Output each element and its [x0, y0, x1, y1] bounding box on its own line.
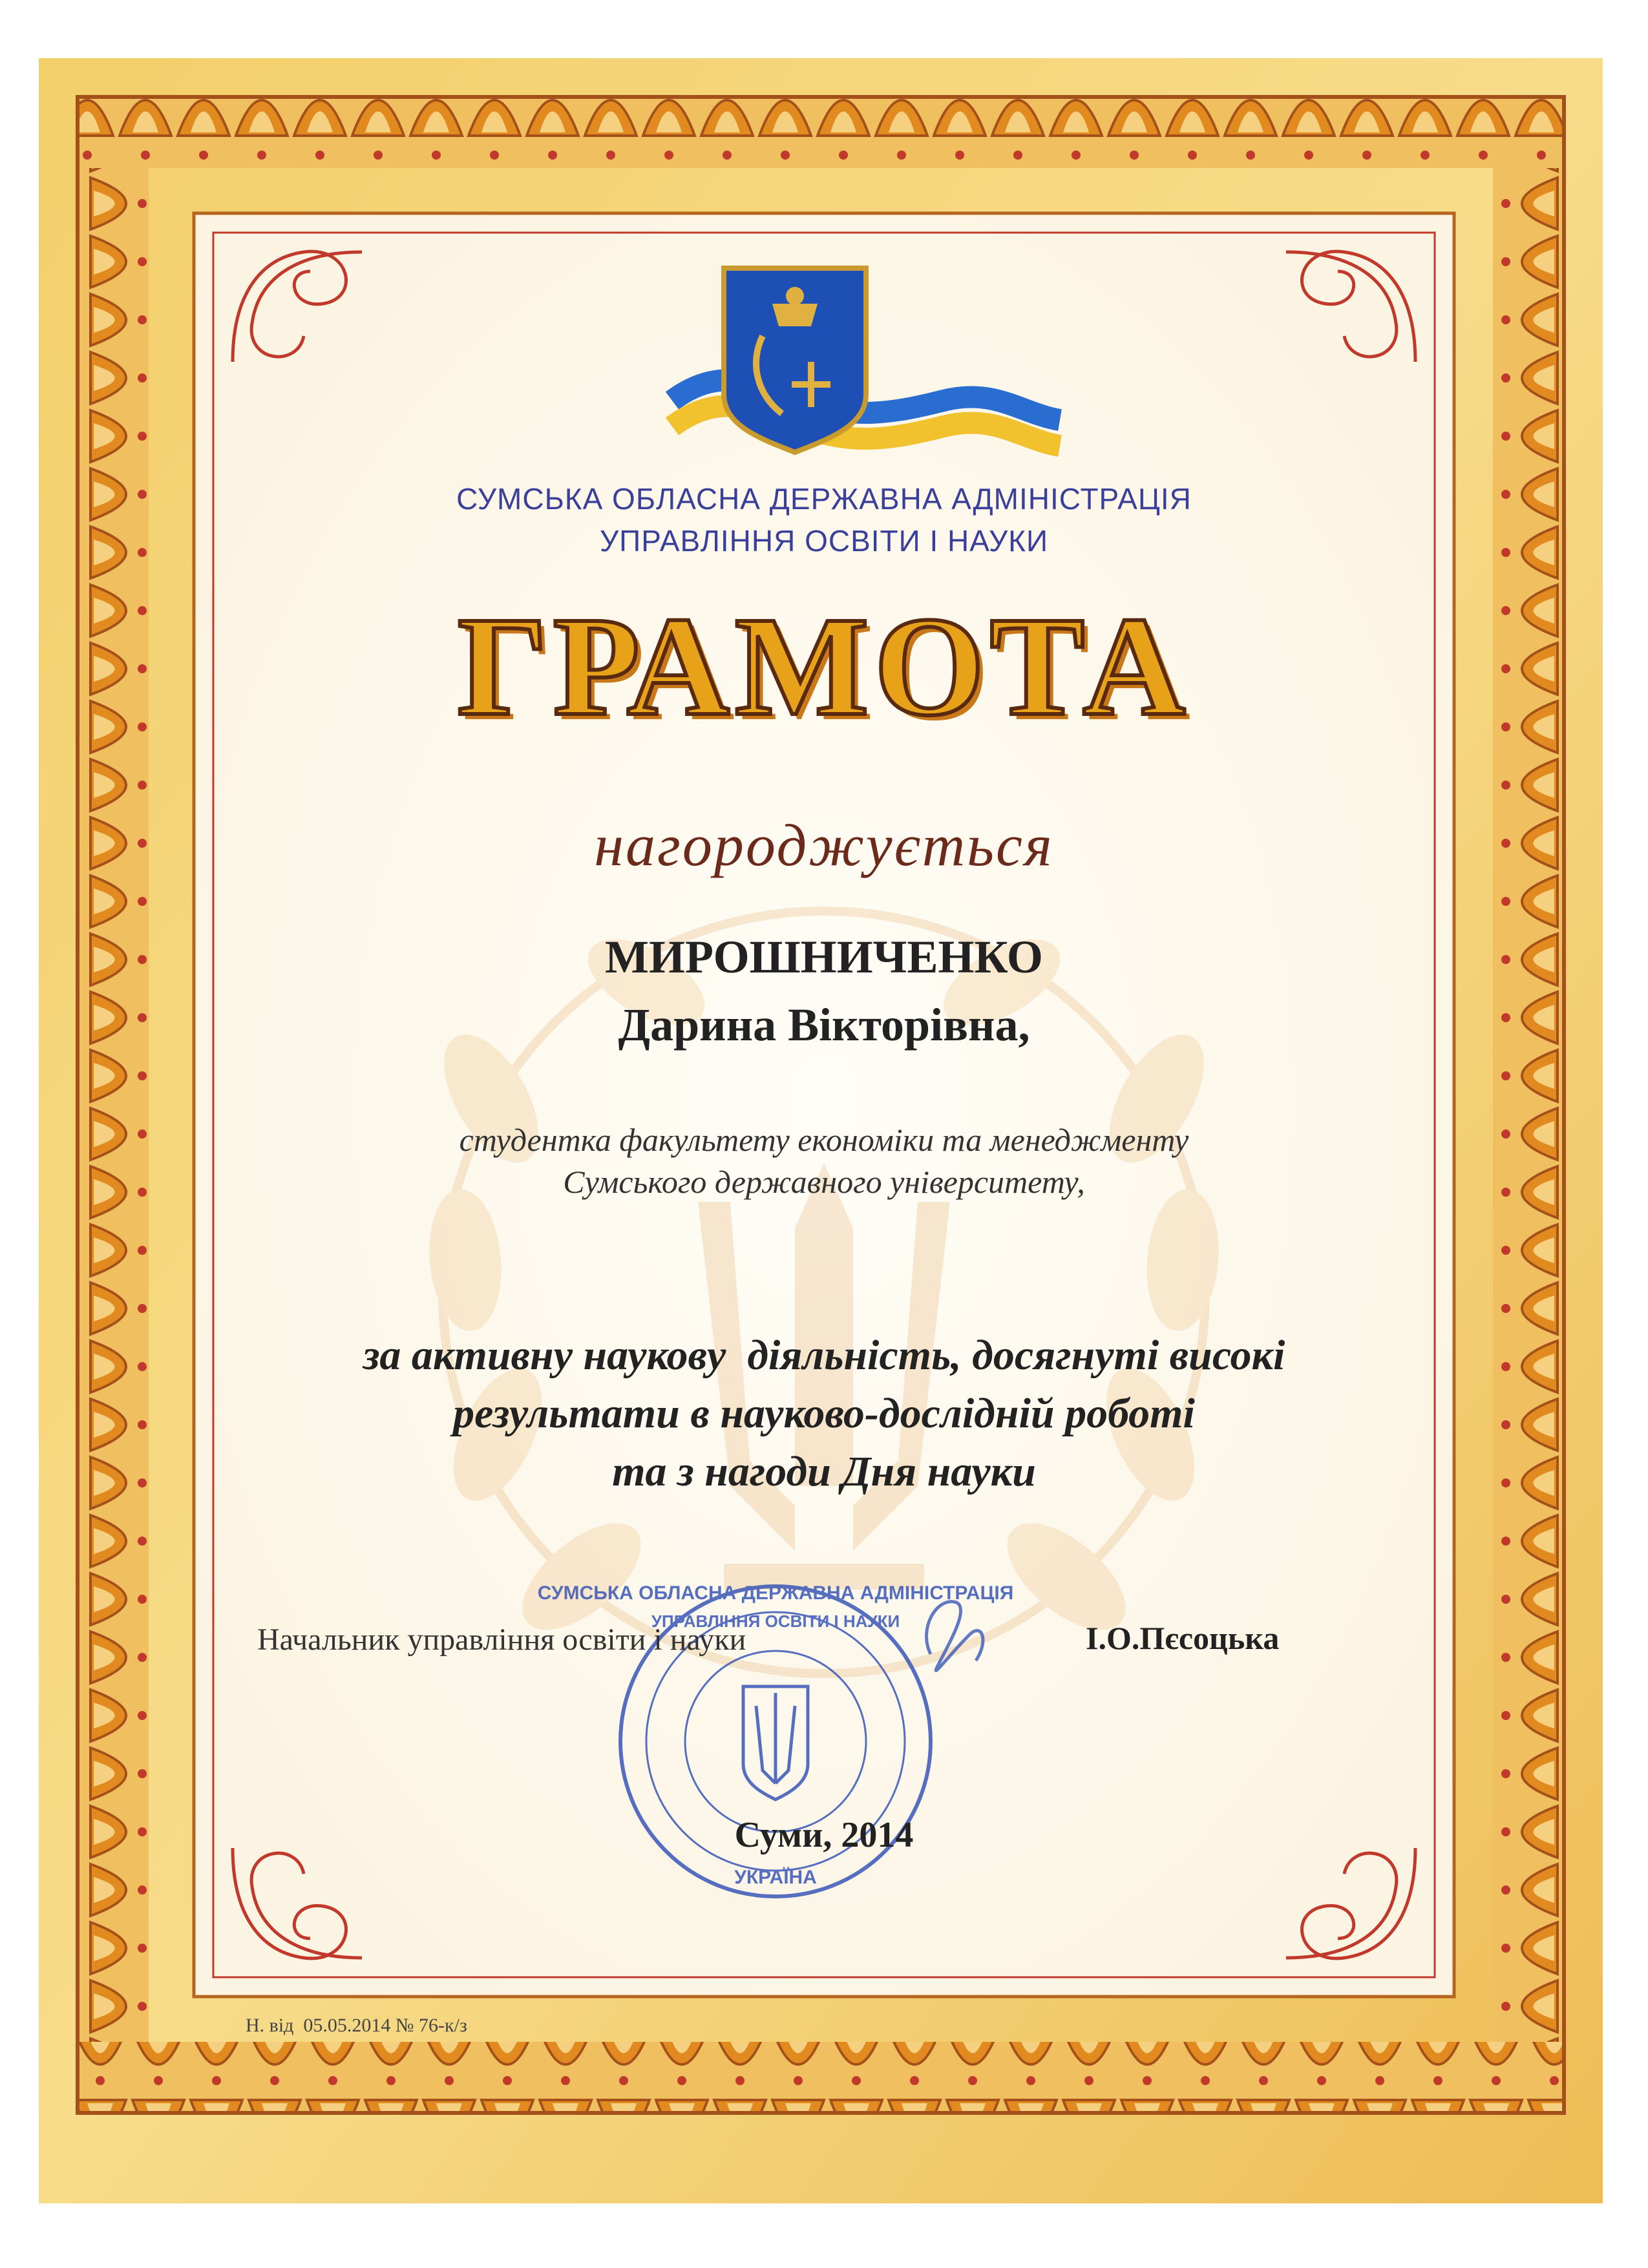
- seal-inner-text: УПРАВЛІННЯ ОСВІТИ І НАУКИ: [651, 1612, 900, 1631]
- affiliation-line-1: студентка факультету економіки та менеджменту: [459, 1122, 1189, 1158]
- reason-line-2: результати в науково-дослідній роботі: [453, 1390, 1195, 1437]
- signatory-name: І.О.Пєсоцька: [1086, 1620, 1280, 1656]
- signatory-title: Начальник управління освіти і науки: [257, 1622, 746, 1657]
- recipient-given-name: Дарина Вікторівна,: [618, 999, 1030, 1051]
- reason-line-1: за активну наукову діяльність, досягнуті високі: [363, 1332, 1285, 1379]
- reason-line-3: та з нагоди Дня науки: [612, 1448, 1036, 1495]
- seal-outer-text: СУМСЬКА ОБЛАСНА ДЕРЖАВНА АДМІНІСТРАЦІЯ: [537, 1582, 1014, 1604]
- place-and-year: Суми, 2014: [734, 1815, 914, 1855]
- seal-bottom-text: УКРАЇНА: [734, 1867, 817, 1888]
- affiliation-line-2: Сумського державного університету,: [563, 1164, 1085, 1200]
- bottom-ornament-band: [78, 2042, 1564, 2113]
- certificate-title: ГРАМОТА: [457, 587, 1191, 745]
- issuing-authority: СУМСЬКА ОБЛАСНА ДЕРЖАВНА АДМІНІСТРАЦІЯ: [456, 482, 1192, 516]
- top-ornament-band: [78, 97, 1564, 168]
- order-reference: Н. від 05.05.2014 № 76-к/з: [246, 2015, 467, 2036]
- left-ornament-band: [78, 168, 149, 2042]
- recipient-surname: МИРОШНИЧЕНКО: [605, 931, 1043, 983]
- awarded-text: нагороджується: [594, 812, 1054, 878]
- right-ornament-band: [1493, 168, 1564, 2042]
- inner-panel: [194, 213, 1454, 1997]
- issuing-department: УПРАВЛІННЯ ОСВІТИ І НАУКИ: [599, 524, 1049, 558]
